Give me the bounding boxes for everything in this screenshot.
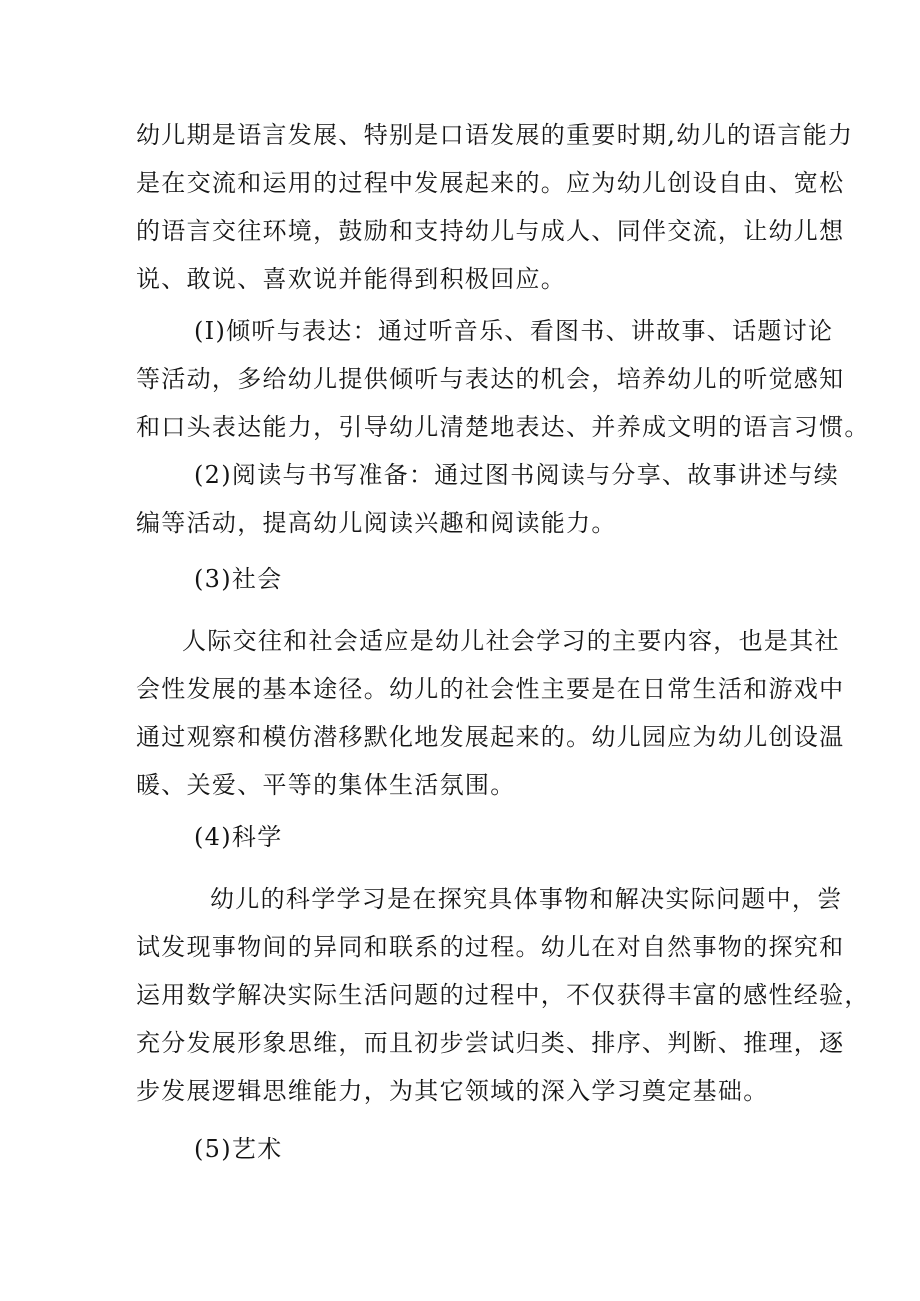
text-line: 试发现事物间的异同和联系的过程。幼儿在对自然事物的探究和 <box>136 933 845 961</box>
text-line: (I)倾听与表达：通过听音乐、看图书、讲故事、话题讨论 <box>194 317 834 345</box>
text-line: 运用数学解决实际生活问题的过程中，不仅获得丰富的感性经验， <box>136 981 870 1009</box>
heading-social: (3)社会 <box>194 565 283 593</box>
text-line: 步发展逻辑思维能力，为其它领域的深入学习奠定基础。 <box>136 1077 769 1105</box>
text-line: (2)阅读与书写准备：通过图书阅读与分享、故事讲述与续 <box>194 461 840 489</box>
text-line: 是在交流和运用的过程中发展起来的。应为幼儿创设自由、宽松 <box>136 169 845 197</box>
heading-science: (4)科学 <box>194 823 283 851</box>
text-line: 说、敢说、喜欢说并能得到积极回应。 <box>136 265 567 293</box>
text-line: 会性发展的基本途径。幼儿的社会性主要是在日常生活和游戏中 <box>136 675 845 703</box>
heading-art: (5)艺术 <box>194 1135 283 1163</box>
text-line: 的语言交往环境，鼓励和支持幼儿与成人、同伴交流，让幼儿想 <box>136 217 845 245</box>
text-line: 充分发展形象思维，而且初步尝试归类、排序、判断、推理，逐 <box>136 1029 845 1057</box>
text-line: 等活动，多给幼儿提供倾听与表达的机会，培养幼儿的听觉感知 <box>136 365 845 393</box>
text-line: 人际交往和社会适应是幼儿社会学习的主要内容，也是其社 <box>182 627 840 655</box>
text-line: 编等活动，提高幼儿阅读兴趣和阅读能力。 <box>136 509 617 537</box>
text-line: 幼儿期是语言发展、特别是口语发展的重要时期,幼儿的语言能力 <box>136 121 854 149</box>
text-line: 通过观察和模仿潜移默化地发展起来的。幼儿园应为幼儿创设温 <box>136 723 845 751</box>
text-line: 幼儿的科学学习是在探究具体事物和解决实际问题中，尝 <box>210 885 843 913</box>
text-line: 和口头表达能力，引导幼儿清楚地表达、并养成文明的语言习惯。 <box>136 413 870 441</box>
text-line: 暖、关爱、平等的集体生活氛围。 <box>136 771 516 799</box>
